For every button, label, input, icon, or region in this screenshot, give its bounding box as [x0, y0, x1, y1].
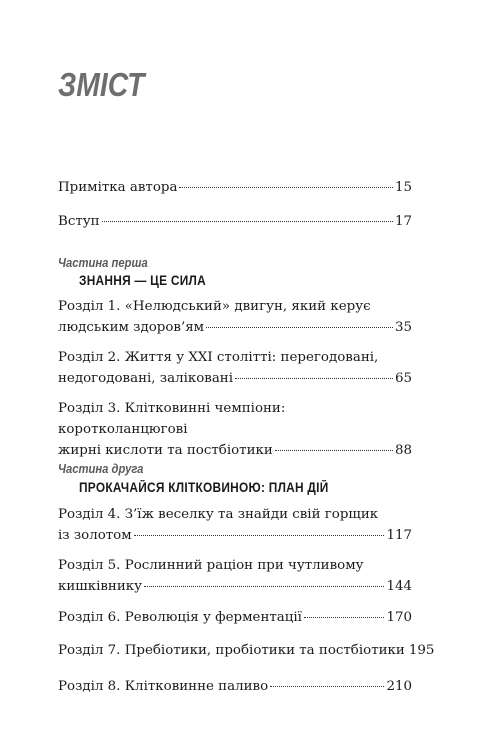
entry-title-line1: Розділ 4. З’їж веселку та знайди свій горщик: [58, 507, 379, 522]
toc-entry-chapter-2[interactable]: [58, 347, 412, 389]
dot-leader: [179, 187, 393, 188]
dot-leader: [235, 378, 393, 379]
toc-entry-chapter-7[interactable]: [58, 640, 435, 661]
entry-title-line1: Розділ 2. Життя у XXI столітті: перегодовані,: [58, 350, 379, 365]
entry-title-line2: із золотом: [58, 528, 132, 543]
part-1-title: ЗНАННЯ — ЦЕ СИЛА: [79, 273, 206, 288]
entry-title-line2: кишківнику: [58, 579, 143, 594]
dot-leader: [144, 586, 384, 587]
part-2-title: ПРОКАЧАЙСЯ КЛІТКОВИНОЮ: ПЛАН ДІЙ: [79, 480, 329, 495]
toc-entry-chapter-4[interactable]: [58, 504, 412, 546]
toc-entry-intro[interactable]: [58, 211, 412, 232]
entry-title: Вступ: [58, 214, 100, 229]
entry-title: Розділ 7. Пребіотики, пробіотики та постбіотики: [58, 643, 405, 658]
entry-page: 210: [386, 679, 412, 694]
dot-leader: [304, 617, 384, 618]
dot-leader: [270, 686, 384, 687]
dot-leader: [206, 327, 393, 328]
toc-entry-author-note[interactable]: [58, 177, 412, 198]
entry-page: 17: [394, 214, 412, 229]
part-2-label: Частина друга: [58, 462, 144, 476]
entry-title-line2: жирні кислоти та постбіотики: [58, 443, 273, 458]
entry-title-line1: Розділ 3. Клітковинні чемпіони: коротколанцюгові: [58, 401, 286, 437]
toc-entry-chapter-5[interactable]: [58, 555, 412, 597]
entry-page: 65: [394, 371, 412, 386]
entry-title-line1: Розділ 1. «Нелюдський» двигун, який керує: [58, 299, 371, 314]
entry-page: 15: [394, 180, 412, 195]
entry-page: 117: [386, 528, 412, 543]
toc-entry-chapter-6[interactable]: [58, 607, 412, 628]
part-1-label: Частина перша: [58, 256, 148, 270]
entry-title-line2: недогодовані, заліковані: [58, 371, 234, 386]
entry-title: Розділ 6. Революція у ферментації: [58, 610, 302, 625]
toc-entry-chapter-3[interactable]: [58, 398, 412, 461]
toc-entry-chapter-8[interactable]: [58, 676, 412, 697]
entry-page: 35: [394, 320, 412, 335]
entry-title-line2: людським здоров’ям: [58, 320, 205, 335]
entry-title: Примітка автора: [58, 180, 178, 195]
entry-title: Розділ 8. Клітковинне паливо: [58, 679, 269, 694]
dot-leader: [102, 221, 393, 222]
toc-entry-chapter-1[interactable]: [58, 296, 412, 338]
entry-page: 170: [386, 610, 412, 625]
entry-title-line1: Розділ 5. Рослинний раціон при чутливому: [58, 558, 364, 573]
entry-page: 195: [408, 643, 435, 658]
entry-page: 144: [386, 579, 412, 594]
dot-leader: [134, 535, 385, 536]
dot-leader: [275, 450, 393, 451]
entry-page: 88: [394, 443, 412, 458]
toc-heading: ЗМІСТ: [58, 66, 145, 103]
